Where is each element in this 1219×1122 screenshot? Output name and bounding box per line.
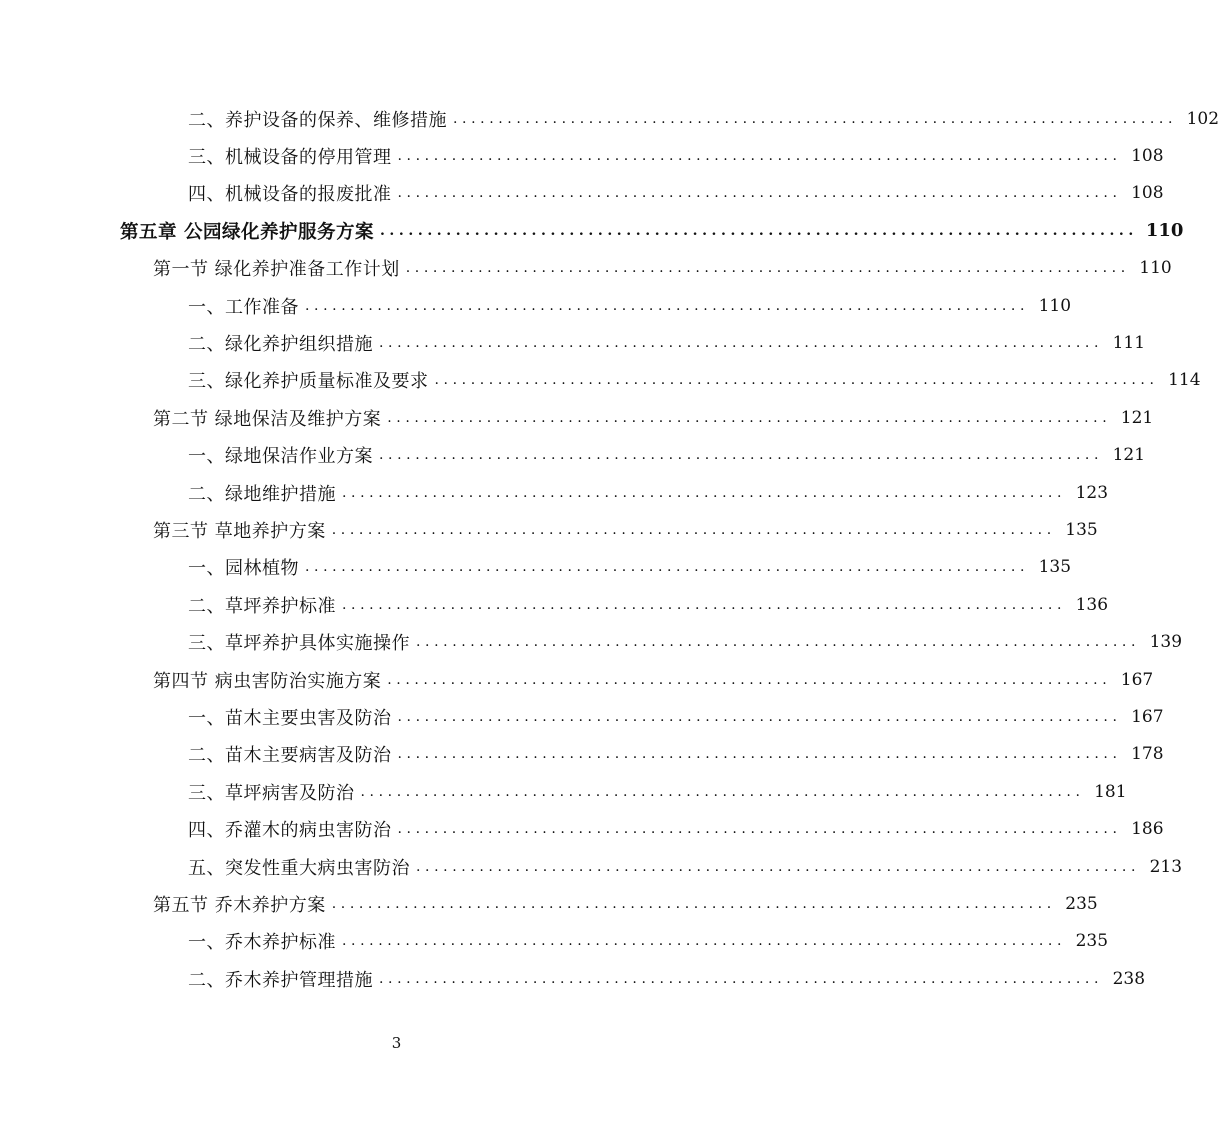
toc-entry-item[interactable] xyxy=(0,324,1146,361)
toc-entry-title: 三、机械设备的停用管理 xyxy=(188,147,392,169)
toc-entry-page: 123 xyxy=(1075,482,1109,503)
toc-leader-dots: ................................................................................ xyxy=(379,335,1104,352)
toc-entry-title: 一、园林植物 xyxy=(188,558,299,580)
toc-entry-page: 238 xyxy=(1112,968,1146,989)
toc-entry-item[interactable] xyxy=(0,810,1164,847)
toc-entry-title: 第五节 乔木养护方案 xyxy=(153,894,326,916)
toc-entry-page: 108 xyxy=(1131,146,1164,167)
toc-entry-page: 186 xyxy=(1131,819,1164,840)
toc-entry-page: 121 xyxy=(1120,407,1154,428)
toc-entry-title: 二、养护设备的保养、维修措施 xyxy=(188,109,447,131)
toc-entry-page: 114 xyxy=(1168,370,1201,391)
toc-entry-item[interactable] xyxy=(0,100,1219,137)
toc-entry-page: 181 xyxy=(1094,781,1127,802)
toc-entry-item[interactable] xyxy=(0,287,1072,324)
toc-entry-title: 四、乔灌木的病虫害防治 xyxy=(188,820,392,842)
toc-entry-title: 二、苗木主要病害及防治 xyxy=(188,745,392,767)
toc-leader-dots: ................................................................................ xyxy=(416,634,1141,651)
toc-entry-item[interactable] xyxy=(0,549,1072,586)
toc-leader-dots: ................................................................................ xyxy=(405,260,1130,277)
toc-entry-item[interactable] xyxy=(0,362,1201,399)
toc-leader-dots: ................................................................................ xyxy=(387,409,1112,426)
toc-leader-dots: ................................................................................ xyxy=(379,447,1104,464)
page-number: 3 xyxy=(391,1034,402,1052)
toc-leader-dots: ................................................................................ xyxy=(397,148,1122,165)
toc-entry-page: 121 xyxy=(1112,445,1146,466)
toc-leader-dots: ................................................................................ xyxy=(331,895,1056,912)
toc-entry-page: 108 xyxy=(1131,183,1164,204)
toc-leader-dots: ................................................................................ xyxy=(360,783,1085,800)
toc-entry-section[interactable] xyxy=(0,885,1098,922)
toc-entry-page: 102 xyxy=(1186,108,1219,129)
table-of-contents xyxy=(0,100,1219,997)
toc-entry-title: 三、绿化养护质量标准及要求 xyxy=(188,371,429,393)
toc-entry-page: 110 xyxy=(1139,258,1172,279)
toc-entry-title: 第五章 公园绿化养护服务方案 xyxy=(120,221,374,243)
toc-entry-chapter[interactable] xyxy=(0,212,1184,249)
toc-entry-item[interactable] xyxy=(0,474,1109,511)
toc-entry-item[interactable] xyxy=(0,923,1109,960)
toc-leader-dots: ................................................................................ xyxy=(397,708,1122,725)
toc-entry-item[interactable] xyxy=(0,586,1109,623)
toc-entry-page: 139 xyxy=(1149,632,1183,653)
toc-entry-title: 二、草坪养护标准 xyxy=(188,595,336,617)
toc-entry-title: 二、绿地维护措施 xyxy=(188,483,336,505)
toc-entry-item[interactable] xyxy=(0,623,1183,660)
toc-leader-dots: ................................................................................ xyxy=(305,297,1030,314)
toc-leader-dots: ................................................................................ xyxy=(397,821,1122,838)
toc-leader-dots: ................................................................................ xyxy=(397,746,1122,763)
toc-entry-page: 110 xyxy=(1145,220,1184,242)
toc-leader-dots: ................................................................................ xyxy=(305,559,1030,576)
toc-entry-item[interactable] xyxy=(0,848,1183,885)
toc-leader-dots: ................................................................................ xyxy=(453,110,1178,127)
toc-leader-dots: ................................................................................ xyxy=(379,970,1104,987)
toc-entry-title: 三、草坪养护具体实施操作 xyxy=(188,633,410,655)
toc-entry-section[interactable] xyxy=(0,399,1154,436)
toc-leader-dots: ................................................................................ xyxy=(342,933,1067,950)
toc-entry-page: 135 xyxy=(1038,557,1072,578)
toc-entry-title: 一、苗木主要虫害及防治 xyxy=(188,707,392,729)
toc-entry-section[interactable] xyxy=(0,661,1154,698)
toc-entry-title: 第四节 病虫害防治实施方案 xyxy=(153,670,382,692)
toc-entry-title: 一、工作准备 xyxy=(188,296,299,318)
toc-entry-page: 235 xyxy=(1075,931,1109,952)
toc-entry-page: 135 xyxy=(1065,519,1098,540)
toc-entry-title: 三、草坪病害及防治 xyxy=(188,782,355,804)
toc-entry-item[interactable] xyxy=(0,137,1164,174)
toc-entry-item[interactable] xyxy=(0,736,1164,773)
toc-entry-page: 167 xyxy=(1120,669,1154,690)
toc-entry-page: 178 xyxy=(1131,744,1164,765)
toc-entry-page: 136 xyxy=(1075,594,1109,615)
toc-entry-title: 第三节 草地养护方案 xyxy=(153,520,326,542)
toc-entry-page: 213 xyxy=(1149,856,1183,877)
toc-leader-dots: ................................................................................ xyxy=(434,372,1159,389)
toc-entry-item[interactable] xyxy=(0,773,1127,810)
toc-leader-dots: ................................................................................ xyxy=(387,671,1112,688)
toc-leader-dots: ................................................................................ xyxy=(331,521,1056,538)
toc-entry-title: 四、机械设备的报废批准 xyxy=(188,184,392,206)
toc-leader-dots: ................................................................................ xyxy=(397,185,1122,202)
toc-entry-page: 110 xyxy=(1038,295,1072,316)
toc-entry-title: 二、绿化养护组织措施 xyxy=(188,334,373,356)
toc-entry-section[interactable] xyxy=(0,511,1098,548)
toc-entry-section[interactable] xyxy=(0,250,1172,287)
toc-entry-page: 235 xyxy=(1065,893,1098,914)
toc-entry-item[interactable] xyxy=(0,960,1146,997)
toc-entry-title: 第二节 绿地保洁及维护方案 xyxy=(153,408,382,430)
toc-entry-item[interactable] xyxy=(0,437,1146,474)
toc-entry-page: 167 xyxy=(1131,706,1164,727)
toc-entry-title: 一、绿地保洁作业方案 xyxy=(188,446,373,468)
toc-entry-page: 111 xyxy=(1112,333,1146,354)
toc-leader-dots: ................................................................................ xyxy=(379,222,1138,239)
toc-entry-title: 五、突发性重大病虫害防治 xyxy=(188,857,410,879)
toc-entry-title: 一、乔木养护标准 xyxy=(188,932,336,954)
toc-entry-item[interactable] xyxy=(0,175,1164,212)
toc-leader-dots: ................................................................................ xyxy=(416,858,1141,875)
toc-entry-item[interactable] xyxy=(0,698,1164,735)
toc-entry-title: 二、乔木养护管理措施 xyxy=(188,969,373,991)
toc-leader-dots: ................................................................................ xyxy=(342,484,1067,501)
toc-entry-title: 第一节 绿化养护准备工作计划 xyxy=(153,259,400,281)
toc-leader-dots: ................................................................................ xyxy=(342,596,1067,613)
